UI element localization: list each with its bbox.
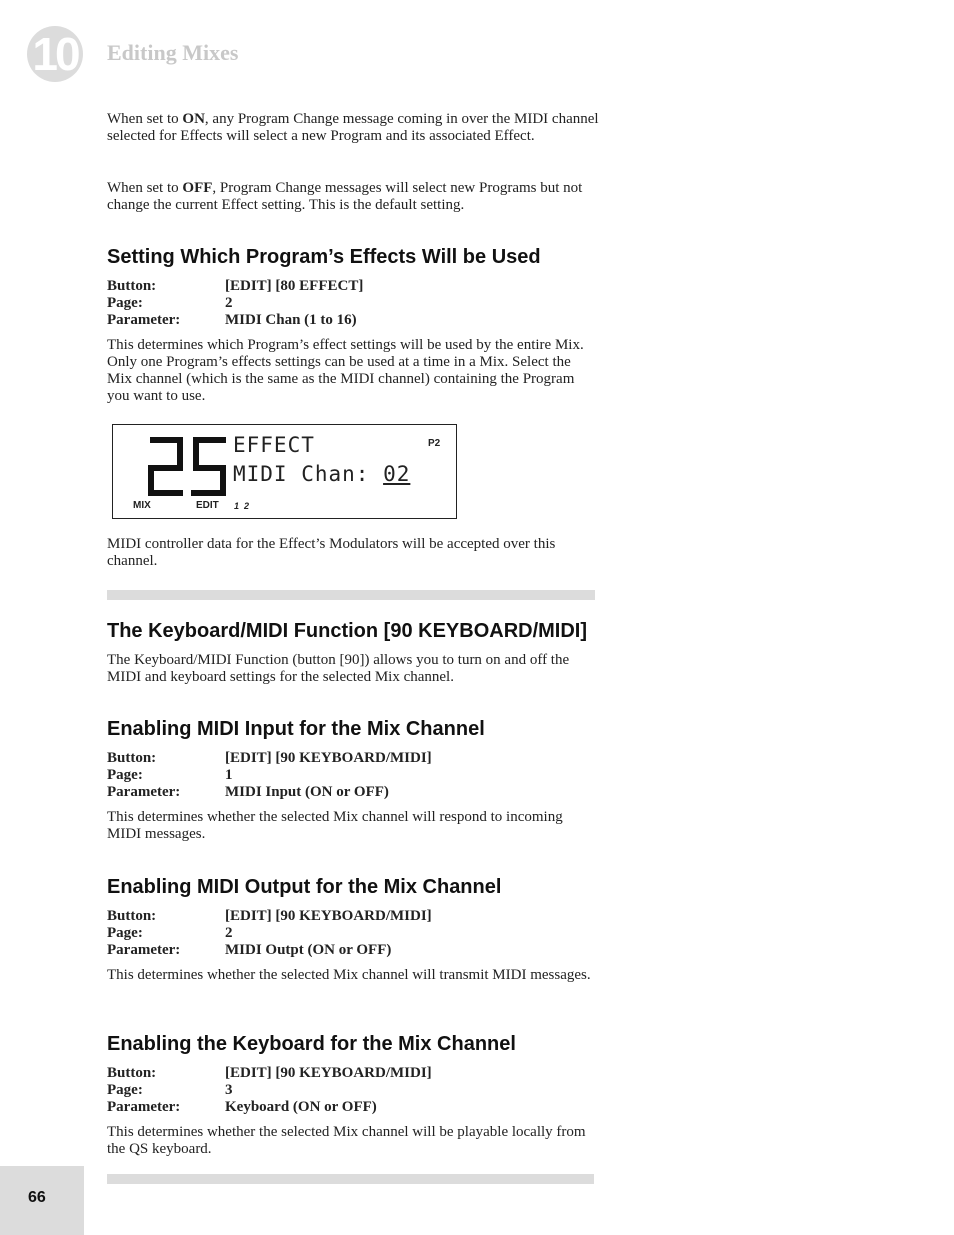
- section1-after-lcd: MIDI controller data for the Effect’s Modulators will be accepted over this channel.: [107, 536, 556, 569]
- section3-heading: Enabling MIDI Input for the Mix Channel: [107, 718, 485, 740]
- section5-description: This determines whether the selected Mix channel will be playable locally from the QS keyboard.: [107, 1124, 586, 1157]
- section5-param-table: [107, 1065, 432, 1116]
- lcd-page-indicator: P2: [428, 438, 441, 449]
- intro-off-post: , Program Change messages will select new Programs but not change the current Effect setting. This is the default setting.: [107, 180, 583, 213]
- page-label: Page:: [107, 925, 143, 941]
- section3-description: This determines whether the selected Mix channel will respond to incoming MIDI messages.: [107, 809, 563, 842]
- section4-page-value: 2: [225, 925, 233, 941]
- section5-page-value: 3: [225, 1082, 233, 1098]
- page-number: 66: [28, 1189, 46, 1206]
- lcd-mode-mix: MIX: [133, 500, 151, 511]
- lcd-display: [112, 424, 457, 519]
- intro-on-paragraph: [107, 111, 599, 145]
- lcd-digit-2: [151, 440, 180, 493]
- section5-parameter-value: Keyboard (ON or OFF): [225, 1099, 377, 1115]
- section4-button-value: [EDIT] [90 KEYBOARD/MIDI]: [225, 908, 432, 924]
- chapter-title: Editing Mixes: [107, 40, 239, 65]
- section2-description: The Keyboard/MIDI Function (button [90]) allows you to turn on and off the MIDI and keyboard settings for the selected Mix channel.: [107, 652, 570, 685]
- section1-param-table: [107, 278, 363, 329]
- section4-heading: Enabling MIDI Output for the Mix Channel: [107, 876, 502, 898]
- lcd-bank-numbers: 1 2: [234, 501, 250, 511]
- section5-heading: Enabling the Keyboard for the Mix Channel: [107, 1033, 516, 1055]
- lcd-line2-prefix: MIDI Chan:: [233, 462, 384, 486]
- lcd-digit-5: [194, 440, 223, 493]
- section4-description: This determines whether the selected Mix channel will transmit MIDI messages.: [107, 967, 591, 983]
- section4-parameter-value: MIDI Outpt (ON or OFF): [225, 942, 392, 958]
- parameter-label: Parameter:: [107, 942, 181, 958]
- section3-parameter-value: MIDI Input (ON or OFF): [225, 784, 389, 800]
- button-label: Button:: [107, 1065, 157, 1081]
- page-label: Page:: [107, 767, 143, 783]
- bottom-divider: [107, 1174, 594, 1184]
- section1-button-value: [EDIT] [80 EFFECT]: [225, 278, 364, 294]
- section1-description: This determines which Program’s effect settings will be used by the entire Mix. Only one Program’s effects settings can be used at a time in a Mix. Select the Mix channel (which is the same as the MIDI channel) containing the Program you want to use.: [107, 337, 584, 404]
- button-label: Button:: [107, 908, 157, 924]
- intro-off-word: OFF: [182, 180, 213, 196]
- chapter-number-badge: 10: [27, 26, 83, 82]
- section1-parameter-value: MIDI Chan (1 to 16): [225, 312, 357, 328]
- section3-button-value: [EDIT] [90 KEYBOARD/MIDI]: [225, 750, 432, 766]
- section2-heading: The Keyboard/MIDI Function [90 KEYBOARD/MIDI]: [107, 620, 588, 642]
- section1-heading: Setting Which Program’s Effects Will be Used: [107, 246, 541, 268]
- lcd-line1: EFFECT: [233, 433, 315, 457]
- lcd-line2: [233, 462, 410, 486]
- section3-param-table: [107, 750, 432, 801]
- section5-button-value: [EDIT] [90 KEYBOARD/MIDI]: [225, 1065, 432, 1081]
- section1-page-value: 2: [225, 295, 233, 311]
- lcd-mode-edit: EDIT: [196, 500, 219, 511]
- intro-on-word: ON: [182, 111, 205, 127]
- intro-off-pre: When set to: [107, 180, 183, 196]
- section-divider: [107, 590, 595, 600]
- parameter-label: Parameter:: [107, 312, 181, 328]
- intro-on-post: , any Program Change message coming in over the MIDI channel selected for Effects will select a new Program and its associated Effect.: [107, 111, 599, 144]
- button-label: Button:: [107, 750, 157, 766]
- parameter-label: Parameter:: [107, 1099, 181, 1115]
- section4-param-table: [107, 908, 432, 959]
- button-label: Button:: [107, 278, 157, 294]
- parameter-label: Parameter:: [107, 784, 181, 800]
- intro-on-pre: When set to: [107, 111, 183, 127]
- intro-off-paragraph: [107, 180, 599, 214]
- lcd-line2-value: 02: [383, 462, 411, 486]
- page-label: Page:: [107, 1082, 143, 1098]
- page-label: Page:: [107, 295, 143, 311]
- section3-page-value: 1: [225, 767, 233, 783]
